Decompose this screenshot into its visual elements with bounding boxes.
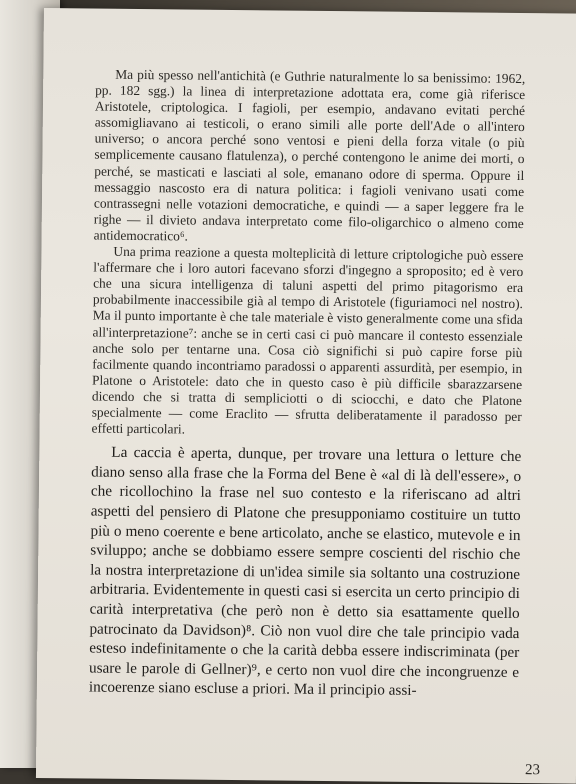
paragraph: La caccia è aperta, dunque, per trovare una lettura o letture che diano senso alla frase che la Forma del Bene è «al di là dell'essere», o che ricollochino la frase nel suo contesto e la riferiscano ad altri aspetti del pensiero di Platone che presupponiamo costituire un tutto più o meno coerente e bene articolato, anche se elastico, mutevole e in sviluppo; anche se dobbiamo essere sempre coscienti del rischio che la nostra interpretazione di un'idea simile sia soltanto una costruzione arbitraria. Evidentemente in questi casi si esercita un certo principio di carità interpretativa (che però non è detto sia esattamente quello patrocinato da Davidson)⁸. Ciò non vuol dire che tale principio vada esteso indefinitamente o che la carità debba essere indiscriminata (per usare le parole di Gellner)⁹, e certo non vuol dire che incongruenze e incoerenze siano escluse a priori. Ma il principio assi- [88,443,522,700]
book-page [36,8,576,784]
page-text [89,67,526,702]
paragraph: Una prima reazione a questa molteplicità di letture criptologiche può essere l'affermare che i loro autori facevano sforzi d'ingegno a sproposito; ed è vero che una sicura intelligenza di taluni aspetti del primo pitagorismo era probabilmente inaccessibile già al tempo di Aristotele (figuriamoci nel nostro). Ma il punto importante è che tale materiale è visto generalmente come una sfida all'interpretazione⁷: anche se in certi casi ci può mancare il contesto essenziale anche solo per tentarne una. Cosa ciò significhi si può capire forse più facilmente quando incontriamo paradossi o apparenti assurdità, per esempio, in Platone o Aristotele: dato che in questo caso è più difficile sbarazzarsene dicendo che si tratta di sempliciotti o di sciocchi, e dato che Platone specialmente — come Eraclito — sfrutta deliberatamente il paradosso per effetti particolari. [91,243,524,437]
text-block-small [92,67,526,442]
page-number: 23 [524,762,541,779]
text-block-large [89,443,522,702]
paragraph: Ma più spesso nell'antichità (e Guthrie naturalmente lo sa benissimo: 1962, pp. 182 sgg.) la linea di interpretazione adottata era, come già riferisce Aristotele, criptologica. I fagioli, per esempio, andavano evitati perché assomigliavano ai testicoli, o erano simili alle porte dell'Ade o all'intero universo; o ancora perché sono ventosi e pieni della forza vitale (o più semplicemente causano flatulenza), o perché contengono le anime dei morti, o perché, se masticati e lasciati al sole, emanano odore di sperma. Oppure il messaggio nascosto era di natura politica: i fagioli venivano usati come contrassegni nelle votazioni democratiche, e quindi — a saper leggere fra le righe — il divieto andava interpretato come filo-oligarchico o almeno come antidemocratico⁶. [93,66,526,244]
